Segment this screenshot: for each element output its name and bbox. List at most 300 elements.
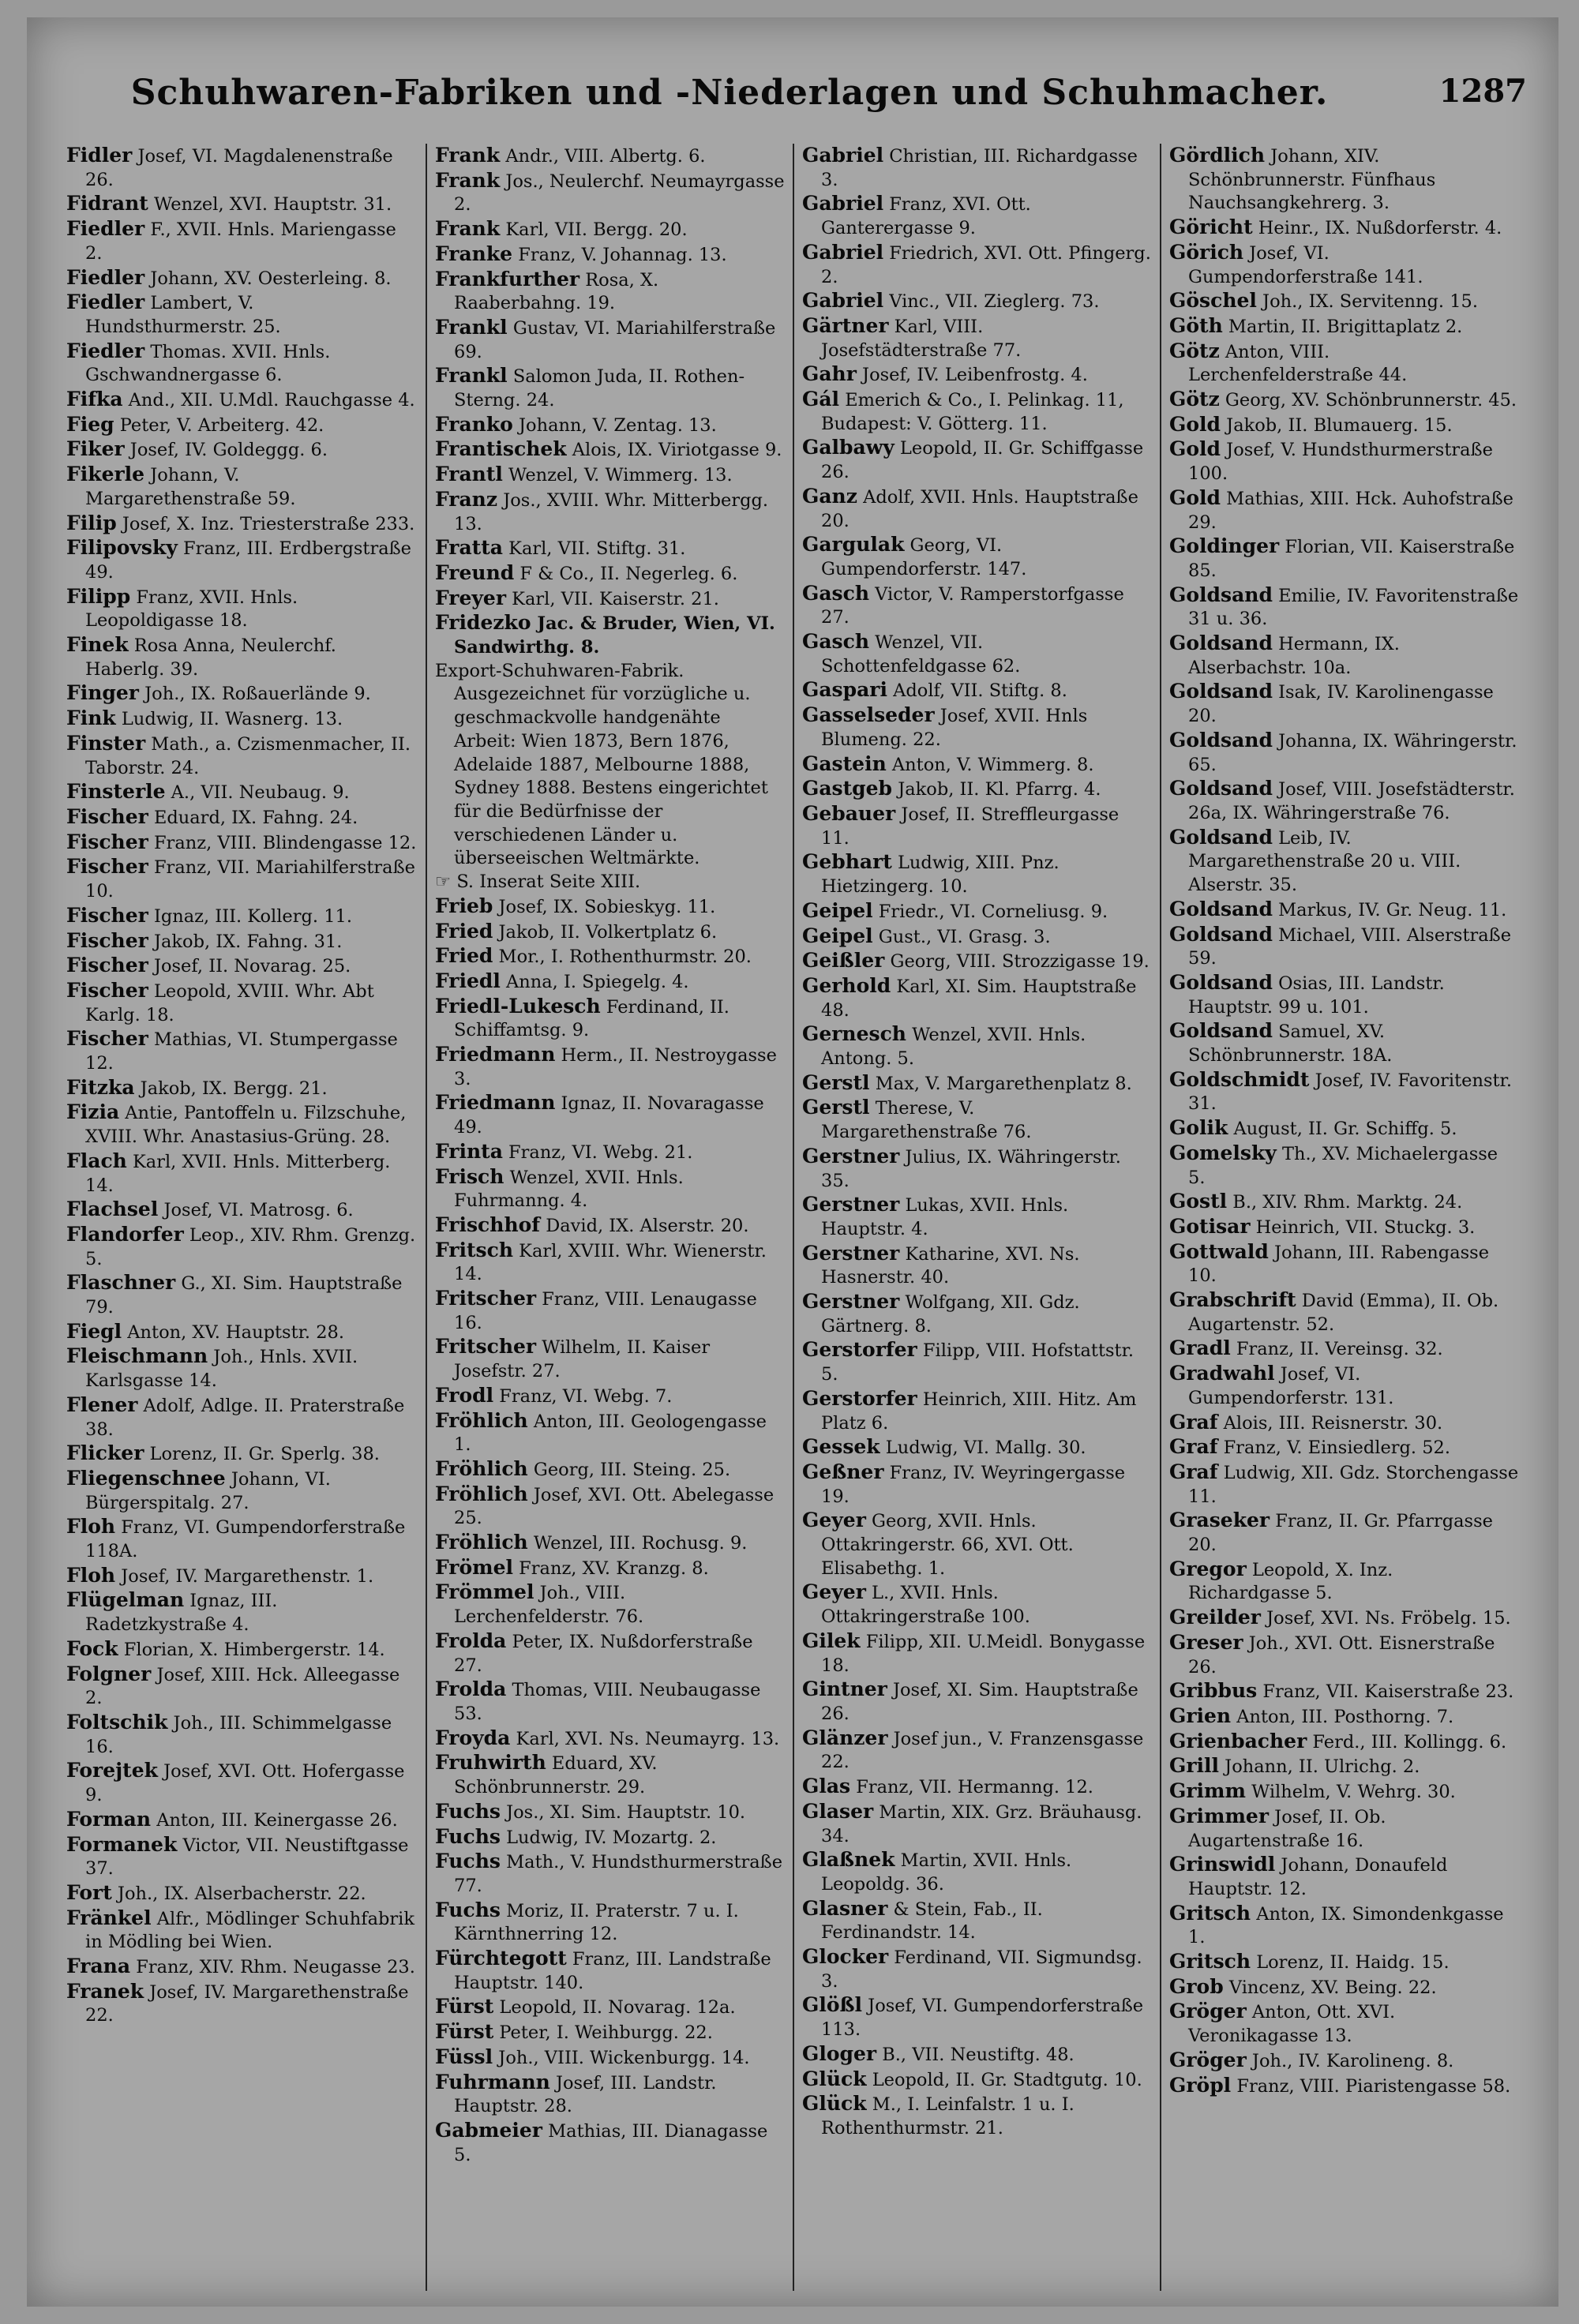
directory-entry bbox=[1169, 1754, 1519, 1779]
directory-entry bbox=[435, 2020, 785, 2045]
entry-details: Wolfgang, XII. Gdz. Gärtnerg. 8. bbox=[821, 1292, 1080, 1336]
directory-entry bbox=[66, 1393, 418, 1441]
directory-entry bbox=[435, 1409, 785, 1457]
entry-details: Josef, VIII. Josefstädterstr. 26a, IX. Währingerstraße 76. bbox=[1188, 779, 1515, 823]
entry-name: Gerstorfer bbox=[802, 1338, 917, 1362]
directory-entry bbox=[1169, 632, 1519, 680]
entry-name: Goldsand bbox=[1169, 1019, 1273, 1043]
entry-details: Franz, XVI. Ott. Ganterergasse 9. bbox=[821, 194, 1031, 239]
entry-details: Thomas. XVII. Hnls. Gschwandnergasse 6. bbox=[85, 341, 331, 386]
entry-name: Frömel bbox=[435, 1555, 514, 1579]
directory-entry bbox=[435, 268, 785, 316]
entry-details: Franz, V. Einsiedlerg. 52. bbox=[1217, 1438, 1451, 1459]
entry-name: Fröhlich bbox=[435, 1408, 528, 1432]
directory-entry bbox=[435, 611, 785, 659]
entry-details: Salomon Juda, II. Rothen-Sterng. 24. bbox=[454, 366, 745, 411]
entry-details: Josef, VI. Gumpendorferstraße 141. bbox=[1188, 242, 1423, 287]
entry-name: Foltschik bbox=[66, 1711, 168, 1734]
directory-entry bbox=[802, 1945, 1152, 1993]
entry-details: Anton, V. Wimmerg. 8. bbox=[886, 754, 1094, 775]
directory-entry bbox=[66, 1980, 418, 2028]
entry-details: Michael, VIII. Alserstraße 59. bbox=[1188, 924, 1512, 969]
entry-name: Göschel bbox=[1169, 289, 1257, 313]
directory-page bbox=[27, 17, 1558, 2307]
entry-name: Gostl bbox=[1169, 1190, 1228, 1213]
entry-details: Joh., IX. Roßauerlände 9. bbox=[138, 684, 371, 705]
entry-name: Flach bbox=[66, 1149, 127, 1172]
entry-name: Fried bbox=[435, 944, 493, 968]
entry-details: Josef jun., V. Franzensgasse 22. bbox=[821, 1728, 1144, 1773]
directory-entry bbox=[1169, 1141, 1519, 1190]
column-2 bbox=[426, 144, 793, 2291]
entry-name: Goldsand bbox=[1169, 825, 1273, 849]
directory-entry bbox=[435, 217, 785, 242]
page-title: Schuhwaren-Fabriken und -Niederlagen und Schuhmacher. bbox=[130, 73, 1329, 113]
entry-name: Goldsand bbox=[1169, 632, 1273, 655]
directory-entry bbox=[435, 1800, 785, 1825]
directory-entry bbox=[435, 1091, 785, 1139]
entry-name: Frolda bbox=[435, 1629, 507, 1652]
directory-entry bbox=[802, 899, 1152, 924]
entry-details: Leopold, II. Novarag. 12a. bbox=[493, 1997, 736, 2019]
entry-details: Johann, XIV. Schönbrunnerstr. Fünfhaus Nauchsangkehrerg. 3. bbox=[1188, 146, 1436, 214]
entry-name: Gintner bbox=[802, 1677, 887, 1701]
entry-details: Franz, III. Landstraße Hauptstr. 140. bbox=[454, 1949, 771, 1993]
directory-entry bbox=[435, 413, 785, 438]
directory-entry bbox=[66, 1759, 418, 1807]
entry-details: Eduard, IX. Fahng. 24. bbox=[148, 807, 358, 828]
entry-name: Götz bbox=[1169, 388, 1220, 411]
directory-entry bbox=[435, 969, 785, 995]
entry-name: Füssl bbox=[435, 2045, 493, 2068]
entry-name: Grimm bbox=[1169, 1779, 1246, 1803]
entry-name: Glänzer bbox=[802, 1726, 888, 1749]
entry-name: Fürst bbox=[435, 1995, 494, 2019]
directory-entry bbox=[802, 1022, 1152, 1070]
directory-entry bbox=[66, 1320, 418, 1345]
directory-entry bbox=[66, 1955, 418, 1980]
directory-entry bbox=[66, 413, 418, 438]
entry-name: Frank bbox=[435, 168, 501, 192]
entry-name: Frinta bbox=[435, 1139, 503, 1163]
entry-details: Mathias, III. Dianagasse 5. bbox=[454, 2120, 768, 2165]
entry-name: Friedmann bbox=[435, 1043, 556, 1066]
entry-details: Wilhelm, V. Wehrg. 30. bbox=[1245, 1782, 1456, 1803]
entry-details: Franz, XVII. Hnls. Leopoldigasse 18. bbox=[85, 587, 298, 632]
entry-details: Josef, IX. Sobieskyg. 11. bbox=[493, 896, 716, 917]
entry-details: Josef, IV. Margarethenstr. 1. bbox=[115, 1565, 374, 1587]
directory-entry bbox=[66, 780, 418, 805]
entry-name: Geßner bbox=[802, 1460, 884, 1483]
directory-entry bbox=[435, 1335, 785, 1383]
directory-entry bbox=[435, 169, 785, 217]
entry-details: Josef, III. Landstr. Hauptstr. 28. bbox=[454, 2072, 717, 2117]
entry-name: Fritscher bbox=[435, 1335, 537, 1359]
entry-name: Goldsand bbox=[1169, 728, 1273, 752]
entry-name: Gerstner bbox=[802, 1193, 900, 1216]
directory-entry bbox=[1169, 1950, 1519, 1975]
directory-entry bbox=[1169, 534, 1519, 583]
entry-details: Ignaz, II. Novaragasse 49. bbox=[454, 1093, 764, 1138]
directory-entry bbox=[802, 1580, 1152, 1629]
entry-details: Anton, VIII. Lerchenfelderstraße 44. bbox=[1188, 341, 1408, 386]
entry-name: Geyer bbox=[802, 1580, 866, 1604]
entry-name: Fischer bbox=[66, 855, 148, 879]
entry-details: Franz, VII. Mariahilferstraße 10. bbox=[85, 857, 415, 902]
entry-name: Fifka bbox=[66, 388, 123, 411]
directory-entry bbox=[66, 1149, 418, 1198]
directory-entry bbox=[435, 1384, 785, 1409]
entry-name: Filip bbox=[66, 511, 117, 534]
column-1 bbox=[58, 144, 426, 2291]
entry-name: Fleischmann bbox=[66, 1344, 208, 1368]
directory-entry bbox=[66, 1515, 418, 1563]
directory-entry bbox=[802, 1242, 1152, 1290]
entry-details: Florian, X. Himbergerstr. 14. bbox=[118, 1639, 385, 1660]
column-4 bbox=[1160, 144, 1527, 2291]
entry-name: Gabmeier bbox=[435, 2118, 542, 2142]
directory-entry bbox=[66, 1027, 418, 1075]
entry-details: Jakob, II. Kl. Pfarrg. 4. bbox=[892, 779, 1101, 800]
entry-name: Gasch bbox=[802, 581, 870, 605]
entry-name: Fruhwirth bbox=[435, 1751, 546, 1775]
directory-entry bbox=[435, 2045, 785, 2071]
entry-name: Gebhart bbox=[802, 850, 892, 874]
directory-entry bbox=[1169, 1288, 1519, 1336]
entry-name: Grinswidl bbox=[1169, 1853, 1276, 1876]
entry-details: August, II. Gr. Schiffg. 5. bbox=[1228, 1119, 1457, 1140]
entry-name: Floh bbox=[66, 1563, 116, 1587]
entry-details: Thomas, VIII. Neubaugasse 53. bbox=[454, 1680, 761, 1724]
directory-entry bbox=[802, 314, 1152, 362]
entry-details: Vinc., VII. Zieglerg. 73. bbox=[883, 291, 1100, 313]
entry-name: Forman bbox=[66, 1807, 152, 1831]
directory-entry bbox=[1169, 144, 1519, 216]
directory-entry bbox=[435, 1677, 785, 1726]
directory-entry bbox=[1169, 314, 1519, 339]
entry-details: Emerich & Co., I. Pelinkag. 11, Budapest: V. Götterg. 11. bbox=[821, 390, 1124, 434]
directory-entry bbox=[66, 388, 418, 413]
entry-details: Friedr., VI. Corneliusg. 9. bbox=[872, 901, 1108, 922]
directory-entry bbox=[1169, 2048, 1519, 2074]
entry-details: Josef, XI. Sim. Hauptstraße 26. bbox=[821, 1680, 1138, 1724]
entry-name: Gröger bbox=[1169, 2048, 1247, 2071]
entry-name: Fort bbox=[66, 1880, 112, 1904]
entry-name: Gabriel bbox=[802, 192, 884, 216]
entry-details: Jakob, II. Volkertplatz 6. bbox=[493, 921, 718, 943]
entry-name: Fürchtegott bbox=[435, 1947, 567, 1970]
entry-details: Josef, IV. Margarethenstraße 22. bbox=[85, 1981, 409, 2026]
entry-name: Graf bbox=[1169, 1435, 1218, 1459]
directory-entry bbox=[66, 732, 418, 780]
entry-details: Eduard, XV. Schönbrunnerstr. 29. bbox=[454, 1753, 658, 1798]
entry-details: Leopold, II. Gr. Stadtgutg. 10. bbox=[866, 2069, 1142, 2090]
directory-entry bbox=[1169, 1116, 1519, 1141]
entry-details: Georg, XV. Schönbrunnerstr. 45. bbox=[1219, 390, 1517, 411]
entry-name: Gasch bbox=[802, 630, 870, 654]
entry-name: Glück bbox=[802, 2067, 867, 2090]
directory-entry bbox=[66, 144, 418, 192]
entry-details: Peter, I. Weihburgg. 22. bbox=[493, 2022, 713, 2044]
entry-details: Joh., VIII. Wickenburgg. 14. bbox=[493, 2047, 750, 2068]
entry-details: Andr., VIII. Albertg. 6. bbox=[500, 146, 706, 167]
directory-entry bbox=[66, 830, 418, 856]
entry-details: Jakob, IX. Fahng. 31. bbox=[148, 931, 343, 952]
entry-name: Grill bbox=[1169, 1754, 1220, 1778]
directory-entry bbox=[802, 192, 1152, 240]
directory-entry bbox=[1169, 1068, 1519, 1116]
entry-details: Victor, V. Ramperstorfgasse 27. bbox=[821, 583, 1124, 628]
entry-name: Frisch bbox=[435, 1164, 504, 1188]
entry-details: Filipp, XII. U.Meidl. Bonygasse 18. bbox=[821, 1631, 1146, 1676]
entry-details: Wenzel, XVI. Hauptstr. 31. bbox=[148, 194, 392, 216]
directory-entry bbox=[1169, 971, 1519, 1019]
entry-details: Emilie, IV. Favoritenstraße 31 u. 36. bbox=[1188, 585, 1519, 630]
entry-name: Fröhlich bbox=[435, 1456, 528, 1480]
entry-name: Friedl bbox=[435, 969, 501, 992]
entry-details: Anton, III. Geologengasse 1. bbox=[454, 1411, 767, 1456]
entry-details: Ludwig, IV. Mozartg. 2. bbox=[500, 1827, 717, 1848]
entry-details: Ignaz, III. Radetzkystraße 4. bbox=[85, 1591, 278, 1636]
entry-details: B., VII. Neustiftg. 48. bbox=[876, 2044, 1075, 2065]
directory-entry bbox=[66, 805, 418, 830]
directory-entry bbox=[66, 1467, 418, 1515]
entry-details: Jac. & Bruder, Wien, VI. Sandwirthg. 8. bbox=[454, 613, 775, 658]
directory-entry bbox=[66, 1637, 418, 1662]
directory-entry bbox=[802, 1848, 1152, 1896]
directory-entry bbox=[802, 1460, 1152, 1509]
entry-details: Katharine, XVI. Ns. Hasnerstr. 40. bbox=[821, 1243, 1080, 1288]
directory-entry bbox=[66, 1906, 418, 1955]
entry-name: Frömmel bbox=[435, 1580, 534, 1604]
entry-name: Flener bbox=[66, 1393, 138, 1416]
directory-entry bbox=[435, 995, 785, 1043]
entry-name: Gradwahl bbox=[1169, 1362, 1275, 1385]
entry-name: Fritsch bbox=[435, 1238, 513, 1261]
entry-name: Geyer bbox=[802, 1509, 866, 1532]
directory-entry bbox=[66, 1588, 418, 1636]
directory-entry bbox=[1169, 826, 1519, 898]
directory-entry bbox=[435, 463, 785, 488]
entry-details: Jakob, II. Blumauerg. 15. bbox=[1221, 414, 1453, 436]
entry-name: Grimmer bbox=[1169, 1804, 1270, 1827]
entry-name: Fischer bbox=[66, 830, 148, 853]
directory-entry bbox=[802, 703, 1152, 752]
entry-details: Vincenz, XV. Being. 22. bbox=[1223, 1977, 1437, 1998]
entry-name: Gritsch bbox=[1169, 1950, 1251, 1974]
directory-entry bbox=[802, 1145, 1152, 1193]
directory-entry bbox=[435, 364, 785, 412]
entry-details: Josef, II. Streffleurgasse 11. bbox=[821, 804, 1120, 849]
entry-details: Franz, XV. Kranzg. 8. bbox=[513, 1557, 709, 1579]
entry-details: And., XII. U.Mdl. Rauchgasse 4. bbox=[122, 390, 415, 411]
directory-entry bbox=[802, 777, 1152, 802]
entry-details: Rosa Anna, Neulerchf. Haberlg. 39. bbox=[85, 635, 336, 680]
entry-details: Josef, XVII. Hnls Blumeng. 22. bbox=[821, 706, 1088, 750]
directory-entry bbox=[435, 1457, 785, 1482]
entry-name: Göth bbox=[1169, 313, 1223, 337]
entry-details: Lukas, XVII. Hnls. Hauptstr. 4. bbox=[821, 1195, 1069, 1239]
entry-details: Franz, VIII. Lenaugasse 16. bbox=[454, 1289, 757, 1333]
entry-details: Leopold, XVIII. Whr. Abt Karlg. 18. bbox=[85, 980, 374, 1025]
directory-entry bbox=[802, 678, 1152, 703]
directory-entry bbox=[1169, 1509, 1519, 1557]
directory-entry bbox=[802, 2042, 1152, 2067]
directory-entry bbox=[802, 1071, 1152, 1096]
entry-details: Josef, IV. Leibenfrostg. 4. bbox=[856, 365, 1088, 386]
entry-name: Fuchs bbox=[435, 1898, 501, 1921]
entry-name: Frankfurther bbox=[435, 267, 580, 290]
entry-name: Fridezko bbox=[435, 611, 531, 635]
entry-details: Johann, Donaufeld Hauptstr. 12. bbox=[1188, 1855, 1448, 1899]
directory-entry bbox=[802, 362, 1152, 388]
entry-name: Graf bbox=[1169, 1460, 1218, 1483]
entry-details: Josef, X. Inz. Triesterstraße 233. bbox=[116, 513, 415, 534]
entry-details: Franz, IV. Weyringergasse 19. bbox=[821, 1462, 1126, 1507]
directory-entry bbox=[802, 2067, 1152, 2093]
entry-name: Goldsand bbox=[1169, 922, 1273, 946]
directory-entry bbox=[66, 512, 418, 537]
entry-name: Gabriel bbox=[802, 144, 884, 167]
directory-entry bbox=[1169, 413, 1519, 438]
entry-name: Fiedler bbox=[66, 290, 145, 314]
entry-details: Heinr., IX. Nußdorferstr. 4. bbox=[1252, 218, 1502, 239]
directory-entry bbox=[802, 1338, 1152, 1386]
entry-details: Alois, IX. Viriotgasse 9. bbox=[566, 440, 782, 461]
entry-name: Greilder bbox=[1169, 1606, 1261, 1629]
entry-name: Filipovsky bbox=[66, 536, 178, 560]
entry-name: Frankl bbox=[435, 315, 508, 339]
directory-entry bbox=[1169, 1190, 1519, 1215]
entry-name: Gritsch bbox=[1169, 1901, 1251, 1925]
entry-name: Fidler bbox=[66, 144, 133, 167]
entry-name: Folgner bbox=[66, 1662, 152, 1685]
entry-details: Franz, II. Gr. Pfarrgasse 20. bbox=[1188, 1511, 1493, 1556]
entry-details: Ludwig, XII. Gdz. Storchengasse 11. bbox=[1188, 1462, 1519, 1507]
directory-entry bbox=[1169, 923, 1519, 971]
entry-details: Samuel, XV. Schönbrunnerstr. 18A. bbox=[1188, 1021, 1393, 1066]
entry-details: G., XI. Sim. Hauptstraße 79. bbox=[85, 1273, 403, 1318]
entry-name: Gál bbox=[802, 388, 840, 411]
entry-details: Franz, VI. Webg. 21. bbox=[502, 1141, 693, 1163]
directory-entry bbox=[1169, 1019, 1519, 1067]
entry-details: Heinrich, VII. Stuckg. 3. bbox=[1250, 1216, 1476, 1238]
directory-entry bbox=[66, 979, 418, 1027]
entry-details: Wenzel, V. Wimmerg. 13. bbox=[502, 465, 733, 486]
entry-name: Frodl bbox=[435, 1383, 494, 1407]
entry-details: Adolf, Adlge. II. Praterstraße 38. bbox=[85, 1395, 405, 1440]
entry-name: Fröhlich bbox=[435, 1482, 528, 1505]
entry-name: Flicker bbox=[66, 1441, 144, 1465]
entry-name: Gernesch bbox=[802, 1022, 906, 1046]
entry-name: Frana bbox=[66, 1955, 131, 1978]
entry-name: Goldsand bbox=[1169, 897, 1273, 920]
entry-name: Gröger bbox=[1169, 2000, 1247, 2023]
entry-details: A., VII. Neubaug. 9. bbox=[165, 782, 350, 804]
entry-details: Filipp, VIII. Hofstattstr. 5. bbox=[821, 1340, 1135, 1385]
directory-entry bbox=[1169, 437, 1519, 485]
entry-details: Osias, III. Landstr. Hauptstr. 99 u. 101. bbox=[1188, 973, 1445, 1018]
entry-details: Franz, V. Johannag. 13. bbox=[512, 244, 727, 265]
directory-entry bbox=[1169, 388, 1519, 413]
directory-entry bbox=[1169, 1240, 1519, 1288]
entry-name: Fuhrmann bbox=[435, 2070, 550, 2093]
entry-details: Wenzel, XVII. Hnls. Antong. 5. bbox=[821, 1025, 1086, 1070]
directory-entry bbox=[66, 1662, 418, 1711]
directory-entry bbox=[66, 536, 418, 584]
directory-entry bbox=[66, 707, 418, 732]
directory-entry bbox=[1169, 486, 1519, 534]
entry-details: Hermann, IX. Alserbachstr. 10a. bbox=[1188, 634, 1400, 678]
entry-details: Heinrich, XIII. Hitz. Am Platz 6. bbox=[821, 1389, 1137, 1434]
directory-entry bbox=[66, 217, 418, 265]
entry-details: Herm., II. Nestroygasse 3. bbox=[454, 1045, 777, 1089]
directory-entry bbox=[66, 904, 418, 929]
directory-entry bbox=[435, 316, 785, 364]
directory-entry bbox=[66, 954, 418, 979]
entry-name: Fischer bbox=[66, 954, 148, 977]
entry-details: Th., XV. Michaelergasse 5. bbox=[1188, 1143, 1498, 1188]
entry-name: Glößl bbox=[802, 1993, 863, 2017]
entry-details: Ludwig, XIII. Pnz. Hietzingerg. 10. bbox=[821, 853, 1060, 898]
entry-name: Gerstner bbox=[802, 1241, 900, 1265]
directory-entry bbox=[1169, 1853, 1519, 1901]
entry-details: Leop., XIV. Rhm. Grenzg. 5. bbox=[85, 1224, 416, 1269]
entry-name: Fitzka bbox=[66, 1075, 135, 1099]
entry-details: Josef, IV. Goldeggg. 6. bbox=[124, 440, 328, 461]
directory-entry bbox=[66, 855, 418, 903]
entry-name: Gerstner bbox=[802, 1290, 900, 1314]
directory-entry bbox=[1169, 1606, 1519, 1631]
entry-details: Josef, XVI. Ott. Abelegasse 25. bbox=[454, 1484, 774, 1529]
entry-details: Johann, V. Zentag. 13. bbox=[512, 414, 717, 436]
entry-name: Gomelsky bbox=[1169, 1141, 1277, 1164]
entry-details: Math., a. Czismenmacher, II. Taborstr. 24. bbox=[85, 733, 411, 778]
entry-name: Fock bbox=[66, 1636, 118, 1660]
directory-entry bbox=[435, 561, 785, 587]
entry-name: Frieb bbox=[435, 894, 493, 917]
directory-entry bbox=[66, 290, 418, 339]
entry-details: Max, V. Margarethenplatz 8. bbox=[869, 1073, 1132, 1094]
directory-entry bbox=[1169, 1805, 1519, 1853]
entry-details: Wenzel, VII. Schottenfeldgasse 62. bbox=[821, 632, 1021, 677]
entry-name: Fried bbox=[435, 919, 493, 943]
directory-entry bbox=[802, 1800, 1152, 1848]
entry-name: Finek bbox=[66, 633, 129, 657]
directory-entry bbox=[66, 266, 418, 291]
entry-name: Fischer bbox=[66, 804, 148, 828]
entry-name: Franke bbox=[435, 242, 513, 265]
entry-name: Gabriel bbox=[802, 289, 884, 313]
entry-name: Gessek bbox=[802, 1435, 880, 1459]
entry-name: Frankl bbox=[435, 364, 508, 388]
page-number: 1287 bbox=[1438, 73, 1527, 110]
entry-details: Victor, VII. Neustiftgasse 37. bbox=[85, 1835, 409, 1880]
entry-name: Flaschner bbox=[66, 1271, 176, 1295]
entry-details: Martin, XIX. Grz. Bräuhausg. 34. bbox=[821, 1801, 1142, 1846]
entry-details: Joh., IX. Alserbacherstr. 22. bbox=[111, 1883, 366, 1904]
entry-details: Anton, III. Keinergasse 26. bbox=[151, 1809, 398, 1831]
entry-name: Gribbus bbox=[1169, 1679, 1258, 1703]
entry-details: Math., V. Hundsthurmerstraße 77. bbox=[454, 1852, 783, 1896]
entry-details: Johann, V. Margarethenstraße 59. bbox=[85, 465, 296, 509]
directory-entry bbox=[1169, 1704, 1519, 1730]
directory-entry bbox=[435, 1531, 785, 1556]
entry-details: Markus, IV. Gr. Neug. 11. bbox=[1272, 899, 1507, 920]
entry-name: Friedl-Lukesch bbox=[435, 994, 601, 1018]
entry-name: Fischer bbox=[66, 978, 148, 1002]
directory-entry bbox=[435, 1825, 785, 1850]
